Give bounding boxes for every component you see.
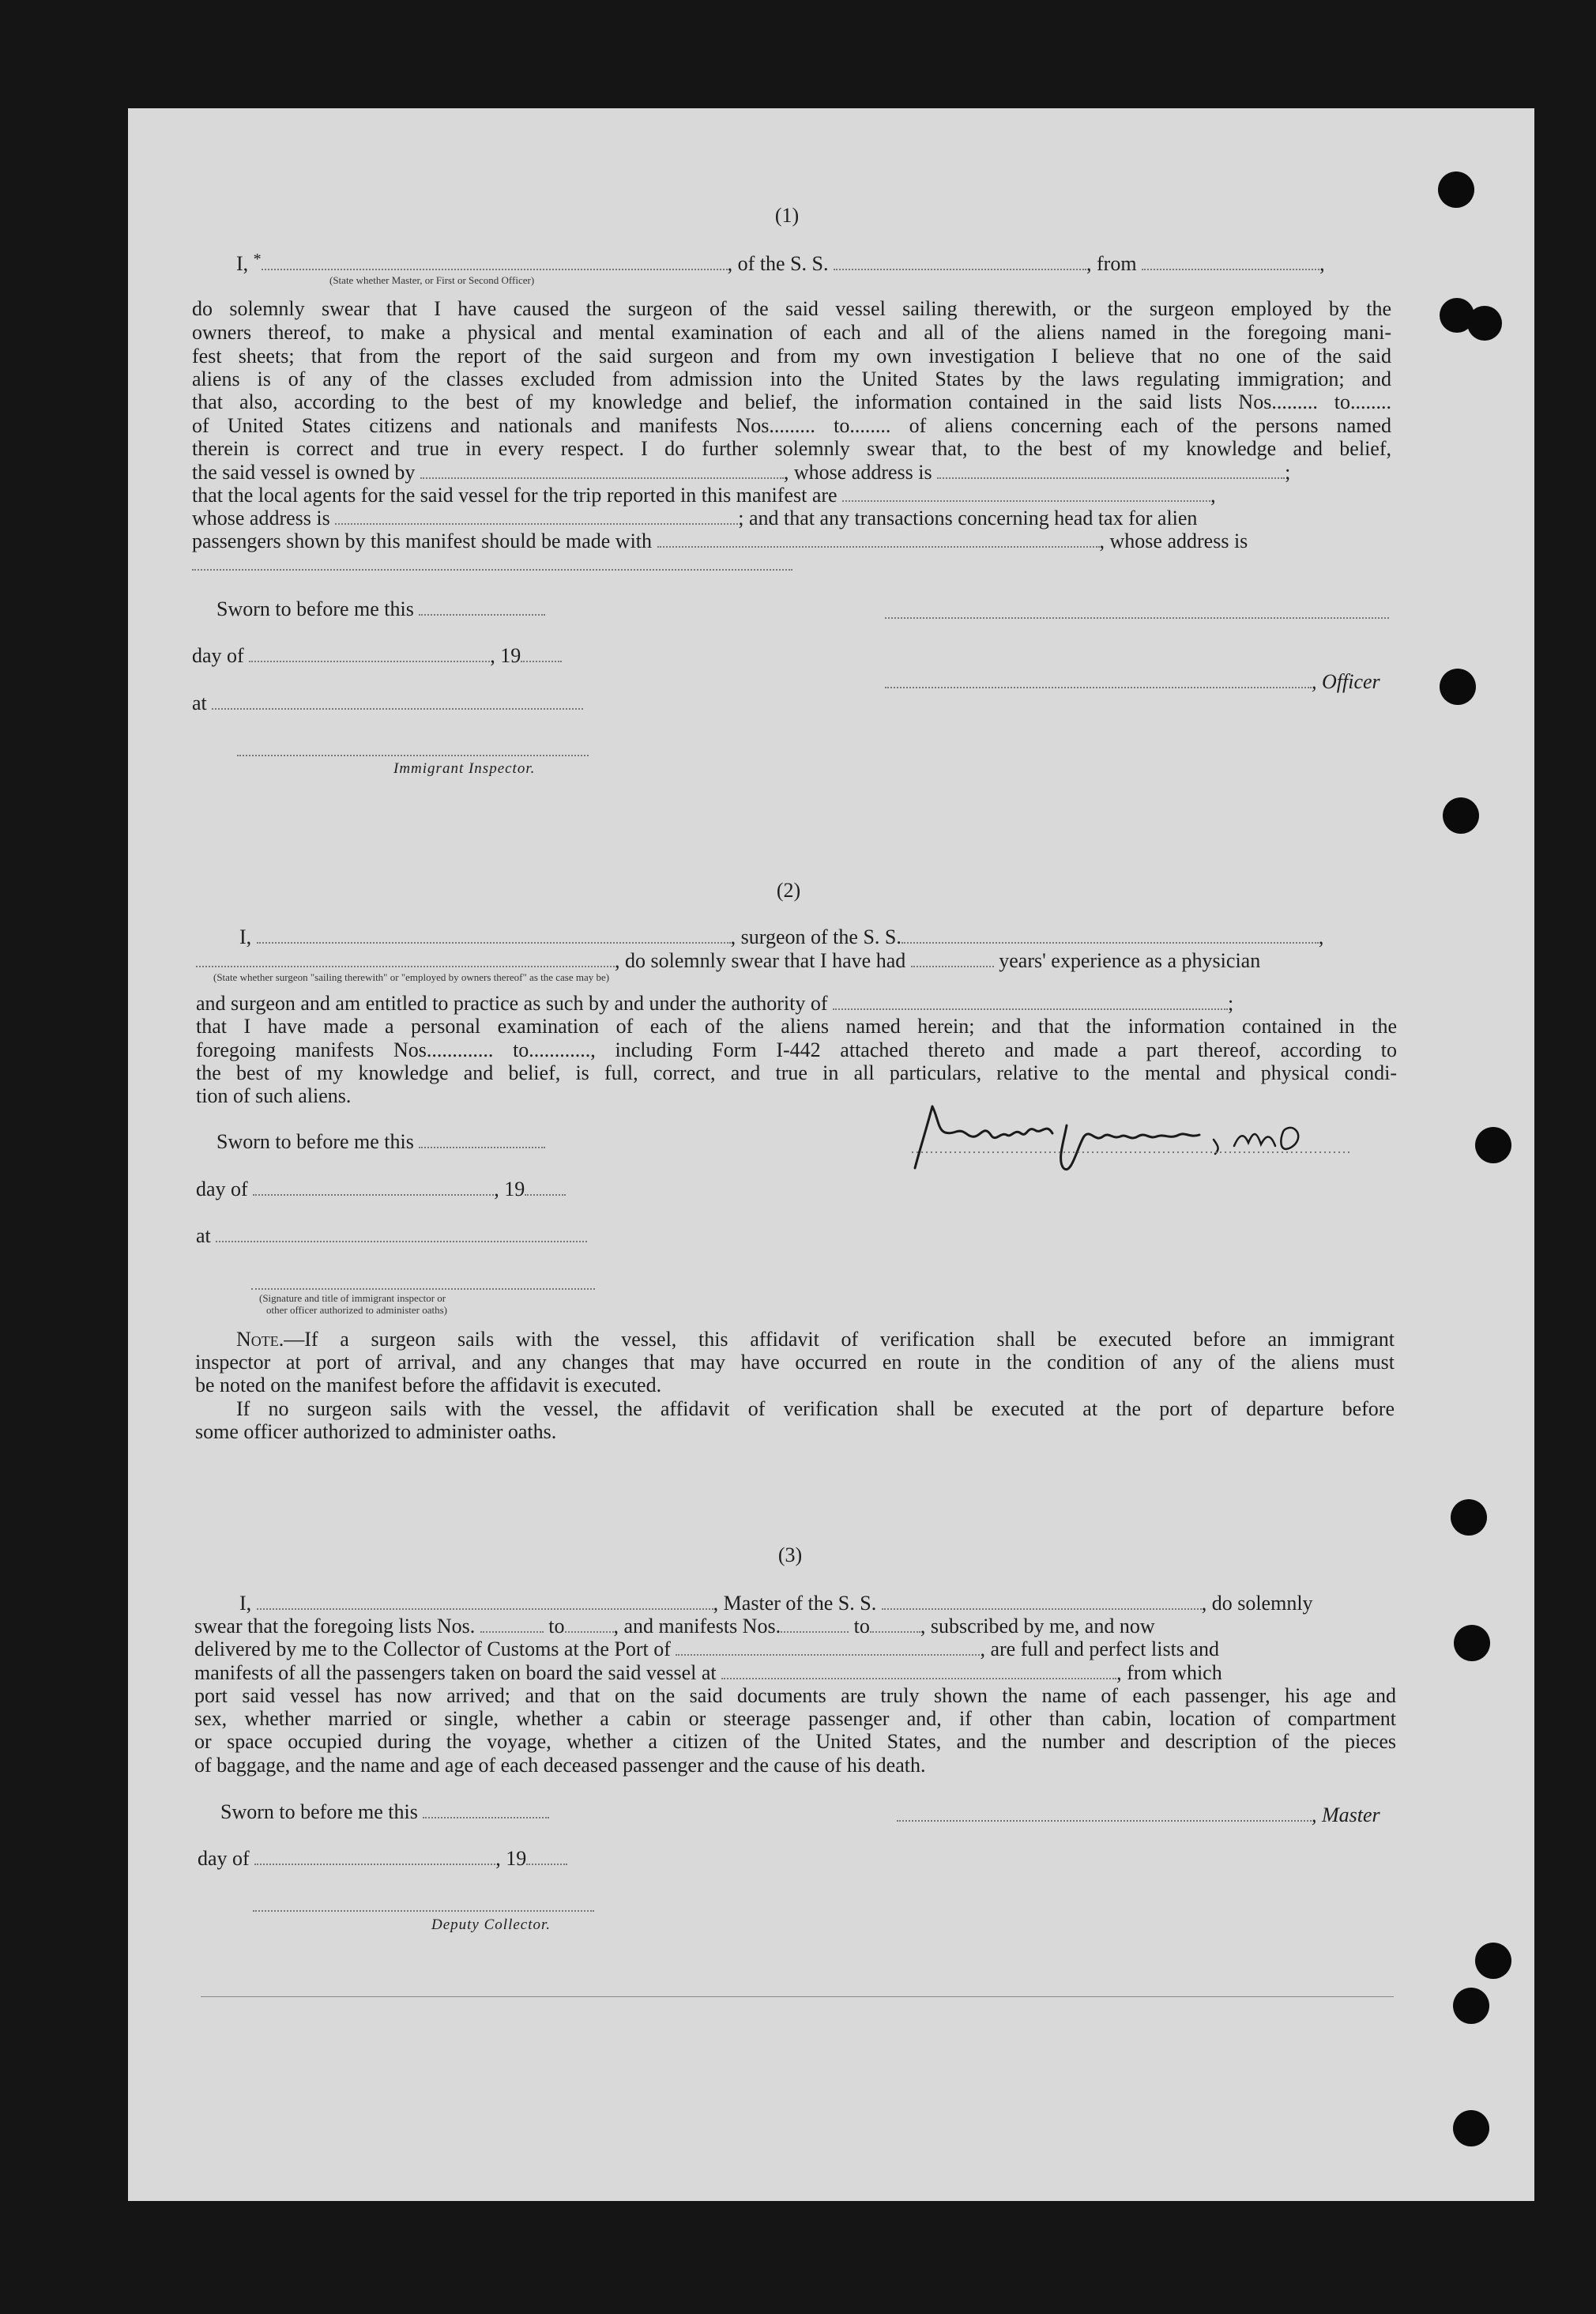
asterisk-mark: * — [253, 251, 262, 268]
blank-field — [885, 687, 1312, 688]
oath-text: Sworn to before me this — [216, 597, 414, 620]
oath-text: at — [196, 1224, 211, 1247]
note-line: inspector at port of arrival, and any changes that may have occurred en route in the condition of any of the aliens must — [195, 1351, 1395, 1374]
day-line — [196, 1178, 566, 1201]
lists-line — [194, 1615, 1155, 1638]
oath-body-line: therein is correct and true in every respect. I do further solemnly swear that, to the best of my knowledge and belief, — [192, 437, 1391, 460]
oath-body-line: tion of such aliens. — [196, 1084, 352, 1107]
bottom-divider — [201, 1996, 1394, 1997]
administering-officer-signature-field — [251, 1288, 595, 1290]
master-signature-line — [897, 1803, 1380, 1827]
oath-text: to — [853, 1615, 870, 1638]
blank-field — [870, 1631, 920, 1633]
officer-label: , Officer — [1312, 670, 1380, 693]
oath-text: day of — [192, 644, 244, 667]
oath-text: , from — [1086, 252, 1137, 275]
oath-body-line: or space occupied during the voyage, whether a citizen of the United States, and the number and description of the pieces — [194, 1730, 1396, 1753]
oath-text: I, — [236, 252, 249, 275]
note-line — [236, 1328, 1395, 1351]
officer-line — [885, 670, 1380, 694]
field-hint: (State whether Master, or First or Second Officer) — [329, 274, 535, 286]
blank-field — [216, 1241, 587, 1242]
oath-text: at — [192, 692, 207, 714]
note-label: Note. — [236, 1328, 284, 1351]
oath-text: , — [1318, 925, 1324, 948]
oath-text: whose address is — [192, 507, 330, 530]
oath-text: , and manifests Nos. — [613, 1615, 781, 1638]
authority-line — [196, 992, 1233, 1016]
note-text: —If a surgeon sails with the vessel, this affidavit of verification shall be executed before an immigrant — [284, 1328, 1395, 1351]
oath-body-line: port said vessel has now arrived; and that on the said documents are truly shown the name of each passenger, his age and — [194, 1684, 1396, 1707]
blank-field — [721, 1678, 1116, 1679]
surgeon-line — [239, 925, 1323, 949]
blank-field — [834, 269, 1086, 270]
punch-hole — [1475, 1943, 1511, 1979]
blank-field — [565, 1631, 614, 1633]
passengers-line — [192, 530, 1248, 553]
oath-body-line: that also, according to the best of my knowledge and belief, the information contained in the said lists Nos......... to........ — [192, 390, 1391, 413]
punch-hole — [1467, 306, 1502, 341]
oath-text: , from which — [1116, 1661, 1222, 1684]
oath-text: ; — [1228, 992, 1234, 1015]
note-line: If no surgeon sails with the vessel, the affidavit of verification shall be executed at the port of departure before — [236, 1397, 1395, 1420]
blank-field — [526, 1864, 567, 1865]
blank-field — [480, 1631, 544, 1633]
oath-text: Sworn to before me this — [220, 1800, 418, 1823]
oath-text: , Master of the S. S. — [713, 1592, 877, 1615]
punch-hole — [1438, 171, 1474, 208]
section-number: (2) — [776, 879, 801, 902]
oath-text: passengers shown by this manifest should be made with — [192, 530, 653, 552]
blank-field — [657, 546, 1100, 548]
oath-text: ; and that any transactions concerning head tax for alien — [738, 507, 1198, 530]
oath-text: , 19 — [494, 1178, 525, 1200]
handwritten-signature — [909, 1091, 1398, 1178]
blank-field — [781, 1631, 849, 1633]
field-hint: (Signature and title of immigrant inspector or — [259, 1292, 446, 1304]
oath-body-line: fest sheets; that from the report of the said surgeon and from my own investigation I believe that no one of the said — [192, 345, 1391, 367]
port-line — [194, 1638, 1219, 1661]
oath-text: , whose address is — [783, 461, 932, 484]
blank-field — [902, 942, 1319, 944]
blank-field — [419, 1147, 545, 1148]
blank-field — [249, 661, 490, 662]
punch-hole — [1454, 1625, 1490, 1661]
agents-line — [192, 484, 1216, 507]
blank-field — [521, 661, 562, 662]
oath-text: delivered by me to the Collector of Customs at the Port of — [194, 1638, 671, 1660]
blank-field — [420, 477, 784, 479]
blank-field — [335, 523, 738, 525]
blank-field — [833, 1008, 1228, 1010]
blank-field — [262, 269, 728, 270]
blank-field — [192, 569, 792, 571]
section-number: (3) — [777, 1543, 803, 1566]
owner-line — [192, 461, 1290, 484]
blank-field — [842, 500, 1210, 502]
sworn-line — [220, 1800, 549, 1824]
address-line — [192, 507, 1197, 530]
blank-field — [897, 1820, 1312, 1822]
inspector-label: Immigrant Inspector. — [393, 760, 536, 777]
oath-body-line: do solemnly swear that I have caused the surgeon of the said vessel sailing therewith, or the surgeon employed by the — [192, 297, 1391, 320]
deputy-label: Deputy Collector. — [431, 1916, 551, 1933]
blank-field — [937, 477, 1285, 479]
blank-field — [253, 1194, 494, 1196]
oath-text: I, — [239, 1592, 252, 1615]
punch-hole — [1475, 1127, 1511, 1163]
oath-body-line: of baggage, and the name and age of each deceased passenger and the cause of his death. — [194, 1754, 926, 1777]
blank-field — [1142, 269, 1319, 270]
sworn-line — [216, 597, 545, 621]
oath-text: I, — [239, 925, 252, 948]
blank-field — [257, 942, 731, 944]
note-line: some officer authorized to administer oaths. — [195, 1420, 557, 1443]
at-line — [192, 692, 583, 715]
oath-text: day of — [196, 1178, 248, 1200]
oath-text: , do solemnly — [1201, 1592, 1313, 1615]
oath-body-line: aliens is of any of the classes excluded from admission into the United States by the laws regulating immigration; and — [192, 367, 1391, 390]
oath-text: , — [1319, 252, 1325, 275]
inspector-signature-field — [237, 755, 589, 756]
field-hint: other officer authorized to administer oaths) — [266, 1304, 447, 1316]
day-line — [192, 644, 562, 668]
oath-text: , — [1210, 484, 1216, 507]
surgeon-signature — [909, 1091, 1398, 1178]
note-line: be noted on the manifest before the affidavit is executed. — [195, 1374, 662, 1396]
oath-text: , whose address is — [1099, 530, 1248, 552]
oath-text: swear that the foregoing lists Nos. — [194, 1615, 476, 1638]
blank-field — [254, 1864, 495, 1865]
oath-body-line: of United States citizens and nationals and manifests Nos......... to........ of aliens concerning each of the persons named — [192, 414, 1391, 437]
oath-text: years' experience as a physician — [999, 949, 1261, 972]
field-hint: (State whether surgeon "sailing therewith" or "employed by owners thereof" as the case may be) — [213, 971, 610, 983]
blank-field — [911, 966, 994, 967]
oath-text: and surgeon and am entitled to practice as such by and under the authority of — [196, 992, 828, 1015]
oath-body-line: owners thereof, to make a physical and mental examination of each and all of the aliens named in the foregoing mani- — [192, 321, 1391, 344]
blank-field — [196, 966, 615, 967]
blank-field — [423, 1817, 549, 1818]
blank-field — [676, 1654, 980, 1656]
punch-hole — [1443, 797, 1479, 834]
blank-field — [882, 1608, 1202, 1610]
oath-text: , of the S. S. — [727, 252, 829, 275]
oath-text: to — [548, 1615, 565, 1638]
deputy-signature-field — [253, 1910, 594, 1912]
oath-body-line: the best of my knowledge and belief, is full, correct, and true in all particulars, relative to the mental and physical condi- — [196, 1061, 1397, 1084]
at-line — [196, 1224, 587, 1248]
day-line — [198, 1847, 567, 1871]
officer-signature-field — [885, 617, 1389, 619]
oath-text: that the local agents for the said vessel for the trip reported in this manifest are — [192, 484, 838, 507]
oath-text: Sworn to before me this — [216, 1130, 414, 1153]
oath-text: , 19 — [490, 644, 521, 667]
punch-hole — [1453, 2110, 1489, 2146]
oath-body-line: foregoing manifests Nos............. to............, including Form I-442 attached thereto and made a part thereof, according to — [196, 1038, 1397, 1061]
master-line — [239, 1592, 1313, 1615]
oath-text: , surgeon of the S. S. — [730, 925, 902, 948]
punch-hole — [1451, 1499, 1487, 1536]
oath-body-line: sex, whether married or single, whether a cabin or steerage passenger and, if other than cabin, location of compartment — [194, 1707, 1396, 1730]
oath-text: , are full and perfect lists and — [980, 1638, 1219, 1660]
blank-field — [212, 708, 583, 710]
section-number: (1) — [774, 204, 800, 227]
punch-hole — [1453, 1988, 1489, 2024]
oath-text: , do solemnly swear that I have had — [615, 949, 906, 972]
blank-field — [257, 1608, 713, 1610]
oath-text: , subscribed by me, and now — [920, 1615, 1155, 1638]
punch-hole — [1440, 669, 1476, 705]
blank-field — [525, 1194, 566, 1196]
blank-field — [419, 614, 545, 616]
taken-line — [194, 1661, 1222, 1685]
oath-text: manifests of all the passengers taken on board the said vessel at — [194, 1661, 717, 1684]
experience-line — [196, 949, 1260, 973]
sworn-line — [216, 1130, 545, 1154]
oath-text: the said vessel is owned by — [192, 461, 416, 484]
oath-text: day of — [198, 1847, 250, 1870]
master-label: , Master — [1312, 1803, 1380, 1826]
oath-text: ; — [1285, 461, 1291, 484]
oath-text: , 19 — [495, 1847, 527, 1870]
oath-body-line: that I have made a personal examination of each of the aliens named herein; and that the information contained in the — [196, 1015, 1397, 1038]
